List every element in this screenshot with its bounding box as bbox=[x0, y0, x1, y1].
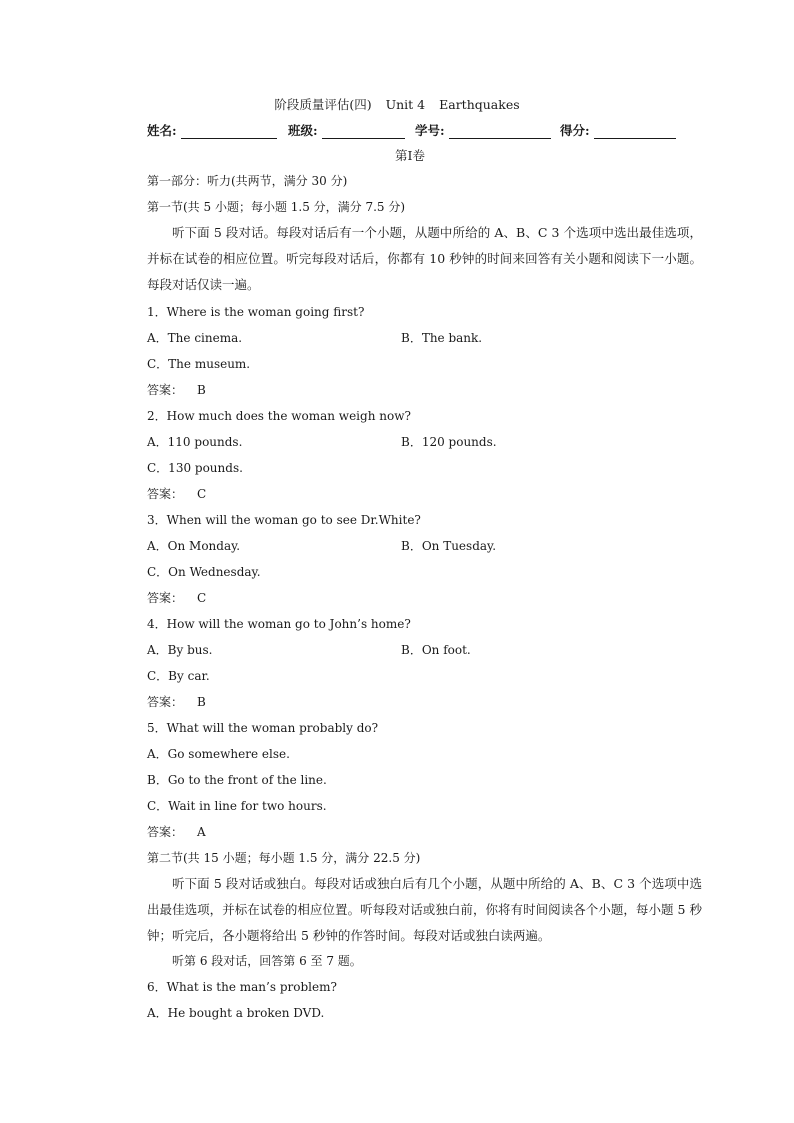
question-5-option-c[interactable]: C．Wait in line for two hours. bbox=[147, 799, 327, 813]
class-field[interactable] bbox=[288, 121, 405, 139]
section1-heading: 第一节(共 5 小题；每小题 1.5 分，满分 7.5 分) bbox=[147, 200, 406, 214]
part1-heading: 第一部分：听力(共两节，满分 30 分) bbox=[147, 174, 348, 188]
question-3-answer bbox=[147, 590, 206, 606]
student-id-field[interactable] bbox=[415, 121, 551, 139]
question-2-option-b[interactable]: B．120 pounds. bbox=[401, 435, 497, 449]
title-main: 阶段质量评估(四) bbox=[274, 97, 372, 112]
answer-label: 答案： bbox=[147, 487, 184, 501]
name-field[interactable] bbox=[147, 121, 277, 139]
question-6-option-a[interactable]: A．He bought a broken DVD. bbox=[147, 1006, 325, 1020]
answer-label: 答案： bbox=[147, 825, 184, 839]
title-topic: Earthquakes bbox=[439, 97, 520, 112]
section1-instructions: 听下面 5 段对话。每段对话后有一个小题，从题中所给的 A、B、C 3 个选项中选出最佳选项，并标在试卷的相应位置。听完每段对话后，你都有 10 秒钟的时间来回答有关小题和阅读下一小题。每段对话仅读一遍。 bbox=[147, 225, 702, 292]
volume-title: 第Ⅰ卷 bbox=[395, 148, 425, 163]
question-4-option-c[interactable]: C．By car. bbox=[147, 669, 210, 683]
question-4-answer bbox=[147, 694, 206, 710]
question-3-option-a[interactable]: A．On Monday. bbox=[147, 539, 241, 553]
question-3-option-b[interactable]: B．On Tuesday. bbox=[401, 539, 497, 553]
dialogue-6-intro: 听第 6 段对话，回答第 6 至 7 题。 bbox=[172, 954, 362, 968]
question-2-option-a[interactable]: A．110 pounds. bbox=[147, 435, 243, 449]
answer-value: B bbox=[197, 383, 206, 397]
class-label: 班级: bbox=[288, 123, 318, 138]
question-5-answer bbox=[147, 824, 206, 840]
answer-value: C bbox=[197, 591, 207, 605]
score-blank[interactable] bbox=[594, 126, 676, 139]
question-2: 2．How much does the woman weigh now? bbox=[147, 409, 411, 423]
student-id-blank[interactable] bbox=[449, 126, 551, 139]
answer-value: B bbox=[197, 695, 206, 709]
student-id-label: 学号: bbox=[415, 123, 445, 138]
question-1-option-a[interactable]: A．The cinema. bbox=[147, 331, 243, 345]
name-blank[interactable] bbox=[181, 126, 277, 139]
question-3: 3．When will the woman go to see Dr.White? bbox=[147, 513, 421, 527]
student-info-row bbox=[147, 121, 677, 139]
question-4-option-b[interactable]: B．On foot. bbox=[401, 643, 471, 657]
question-1-option-c[interactable]: C．The museum. bbox=[147, 357, 251, 371]
question-1: 1．Where is the woman going first? bbox=[147, 305, 365, 319]
question-4-option-a[interactable]: A．By bus. bbox=[147, 643, 213, 657]
title-unit: Unit 4 bbox=[385, 97, 426, 112]
question-1-answer bbox=[147, 382, 206, 398]
section2-heading: 第二节(共 15 小题；每小题 1.5 分，满分 22.5 分) bbox=[147, 851, 421, 865]
question-3-option-c[interactable]: C．On Wednesday. bbox=[147, 565, 261, 579]
question-5-option-a[interactable]: A．Go somewhere else. bbox=[147, 747, 290, 761]
question-6: 6．What is the man’s problem? bbox=[147, 980, 337, 994]
question-1-option-b[interactable]: B．The bank. bbox=[401, 331, 483, 345]
question-5: 5．What will the woman probably do? bbox=[147, 721, 379, 735]
name-label: 姓名: bbox=[147, 123, 177, 138]
answer-value: A bbox=[197, 825, 206, 839]
answer-label: 答案： bbox=[147, 591, 184, 605]
question-4: 4．How will the woman go to John’s home? bbox=[147, 617, 411, 631]
class-blank[interactable] bbox=[322, 126, 405, 139]
section2-instructions: 听下面 5 段对话或独白。每段对话或独白后有几个小题，从题中所给的 A、B、C 3 个选项中选出最佳选项，并标在试卷的相应位置。听每段对话或独白前，你将有时间阅读各个小题，每小题 5 秒钟；听完后，各小题将给出 5 秒钟的作答时间。每段对话或独白读两遍。 bbox=[147, 876, 702, 943]
question-5-option-b[interactable]: B．Go to the front of the line. bbox=[147, 773, 327, 787]
score-field[interactable] bbox=[560, 121, 676, 139]
page-title bbox=[0, 97, 794, 113]
answer-label: 答案： bbox=[147, 695, 184, 709]
answer-value: C bbox=[197, 487, 207, 501]
question-2-option-c[interactable]: C．130 pounds. bbox=[147, 461, 243, 475]
score-label: 得分: bbox=[560, 123, 590, 138]
question-2-answer bbox=[147, 486, 206, 502]
answer-label: 答案： bbox=[147, 383, 184, 397]
